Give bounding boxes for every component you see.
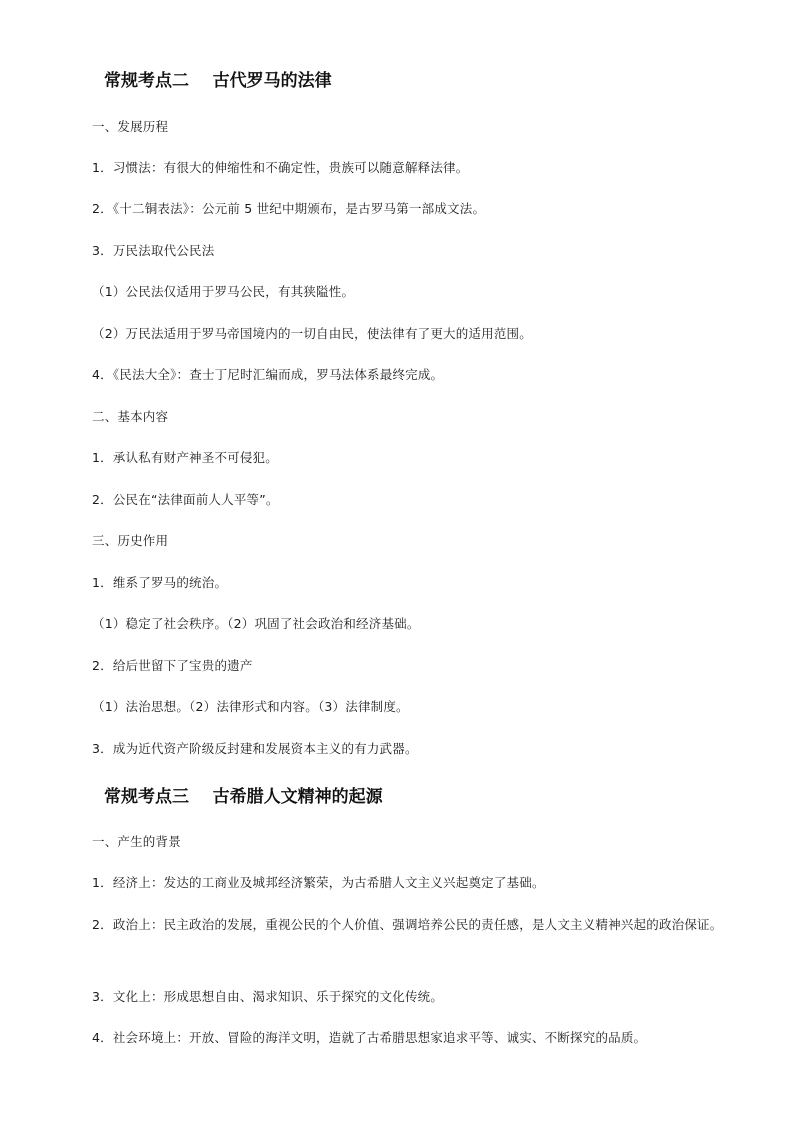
section2-impact-item-2: 2．给后世留下了宝贵的遗产 [92, 658, 253, 673]
section2-subheading-development: 一、发展历程 [92, 119, 169, 134]
section3-background-economy: 1．经济上：发达的工商业及城邦经济繁荣，为古希腊人文主义兴起奠定了基础。 [92, 875, 545, 890]
section2-impact-item-1-detail: （1）稳定了社会秩序。（2）巩固了社会政治和经济基础。 [92, 616, 420, 631]
section2-item-jus-gentium: 3．万民法取代公民法 [92, 243, 215, 258]
section2-item-customary-law: 1．习惯法：有很大的伸缩性和不确定性，贵族可以随意解释法律。 [92, 160, 469, 175]
section3-title: 常规考点三 古希腊人文精神的起源 [104, 787, 383, 807]
section2-subheading-impact: 三、历史作用 [92, 533, 169, 548]
section2-content-item-2: 2．公民在“法律面前人人平等”。 [92, 492, 279, 507]
section2-impact-item-2-detail: （1）法治思想。（2）法律形式和内容。（3）法律制度。 [92, 699, 409, 714]
section2-content-item-1: 1．承认私有财产神圣不可侵犯。 [92, 450, 278, 465]
section3-subheading-background: 一、产生的背景 [92, 834, 181, 849]
section3-background-politics: 2．政治上：民主政治的发展，重视公民的个人价值、强调培养公民的责任感，是人文主义精神兴起的政治保证。 [92, 917, 723, 932]
section3-background-culture: 3．文化上：形成思想自由、渴求知识、乐于探究的文化传统。 [92, 989, 444, 1004]
section3-background-society: 4．社会环境上：开放、冒险的海洋文明，造就了古希腊思想家追求平等、诚实、不断探究的品质。 [92, 1030, 647, 1045]
section2-item-twelve-tables: 2．《十二铜表法》：公元前 5 世纪中期颁布，是古罗马第一部成文法。 [92, 201, 486, 216]
section2-impact-item-3: 3．成为近代资产阶级反封建和发展资本主义的有力武器。 [92, 741, 418, 756]
section2-impact-item-1: 1．维系了罗马的统治。 [92, 575, 228, 590]
section2-item-jus-civile-detail: （1）公民法仅适用于罗马公民，有其狭隘性。 [92, 284, 355, 299]
section2-item-corpus-juris: 4．《民法大全》：查士丁尼时汇编而成，罗马法体系最终完成。 [92, 367, 444, 382]
section2-title: 常规考点二 古代罗马的法律 [104, 71, 332, 91]
section2-item-jus-gentium-detail: （2）万民法适用于罗马帝国境内的一切自由民，使法律有了更大的适用范围。 [92, 326, 532, 341]
section2-subheading-content: 二、基本内容 [92, 409, 169, 424]
